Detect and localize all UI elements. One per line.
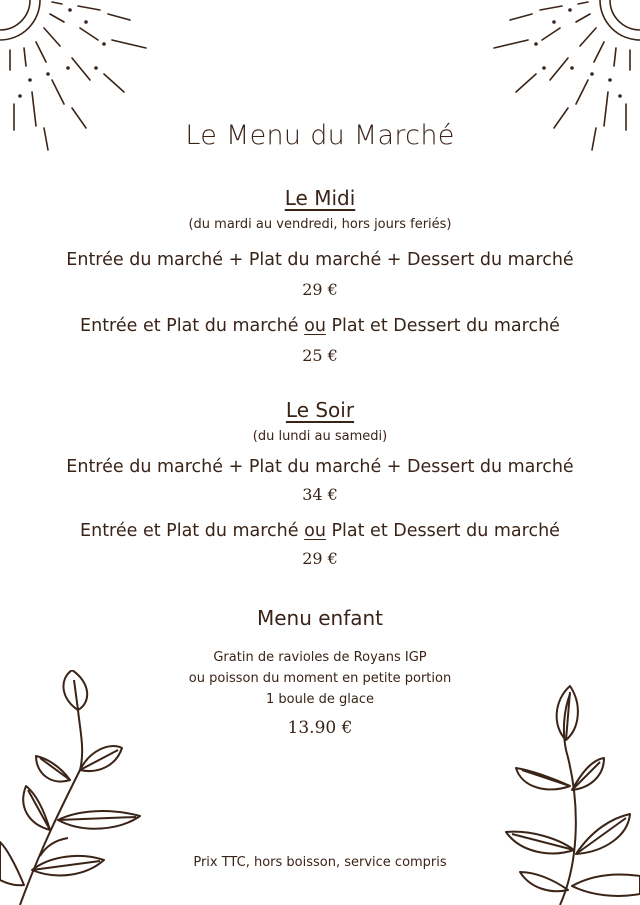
price-enfant: 13.90 € — [287, 718, 353, 738]
price-midi-1: 29 € — [302, 280, 338, 299]
page-title: Le Menu du Marché — [185, 120, 455, 151]
price-soir-1: 34 € — [302, 485, 338, 504]
price-soir-2: 29 € — [302, 549, 338, 568]
footer-note: Prix TTC, hors boisson, service compris — [193, 855, 447, 870]
offer-text: Plat et Dessert du marché — [325, 316, 560, 336]
section-heading-soir: Le Soir — [285, 398, 355, 422]
leaf-branch-icon — [500, 680, 640, 905]
or-word: ou — [304, 521, 326, 541]
offer-text: Entrée et Plat du marché — [80, 316, 305, 336]
kids-menu-line-3: 1 boule de glace — [266, 692, 374, 707]
price-midi-2: 25 € — [302, 346, 338, 365]
section-subtitle-soir: (du lundi au samedi) — [252, 429, 388, 444]
offer-text: Plat et Dessert du marché — [325, 521, 560, 541]
kids-menu-line-1: Gratin de ravioles de Royans IGP — [213, 650, 427, 665]
section-heading-midi: Le Midi — [284, 186, 356, 210]
section-subtitle-midi: (du mardi au vendredi, hors jours feriés) — [188, 217, 452, 232]
menu-offer-soir-2 — [0, 521, 640, 541]
menu-offer-midi-2 — [0, 316, 640, 336]
menu-offer-midi-1: Entrée du marché + Plat du marché + Dessert du marché — [66, 250, 574, 270]
menu-offer-soir-1: Entrée du marché + Plat du marché + Dessert du marché — [66, 457, 574, 477]
offer-text: Entrée et Plat du marché — [80, 521, 305, 541]
kids-menu-line-2: ou poisson du moment en petite portion — [188, 671, 452, 686]
section-heading-enfant: Menu enfant — [256, 606, 384, 630]
or-word: ou — [304, 316, 326, 336]
